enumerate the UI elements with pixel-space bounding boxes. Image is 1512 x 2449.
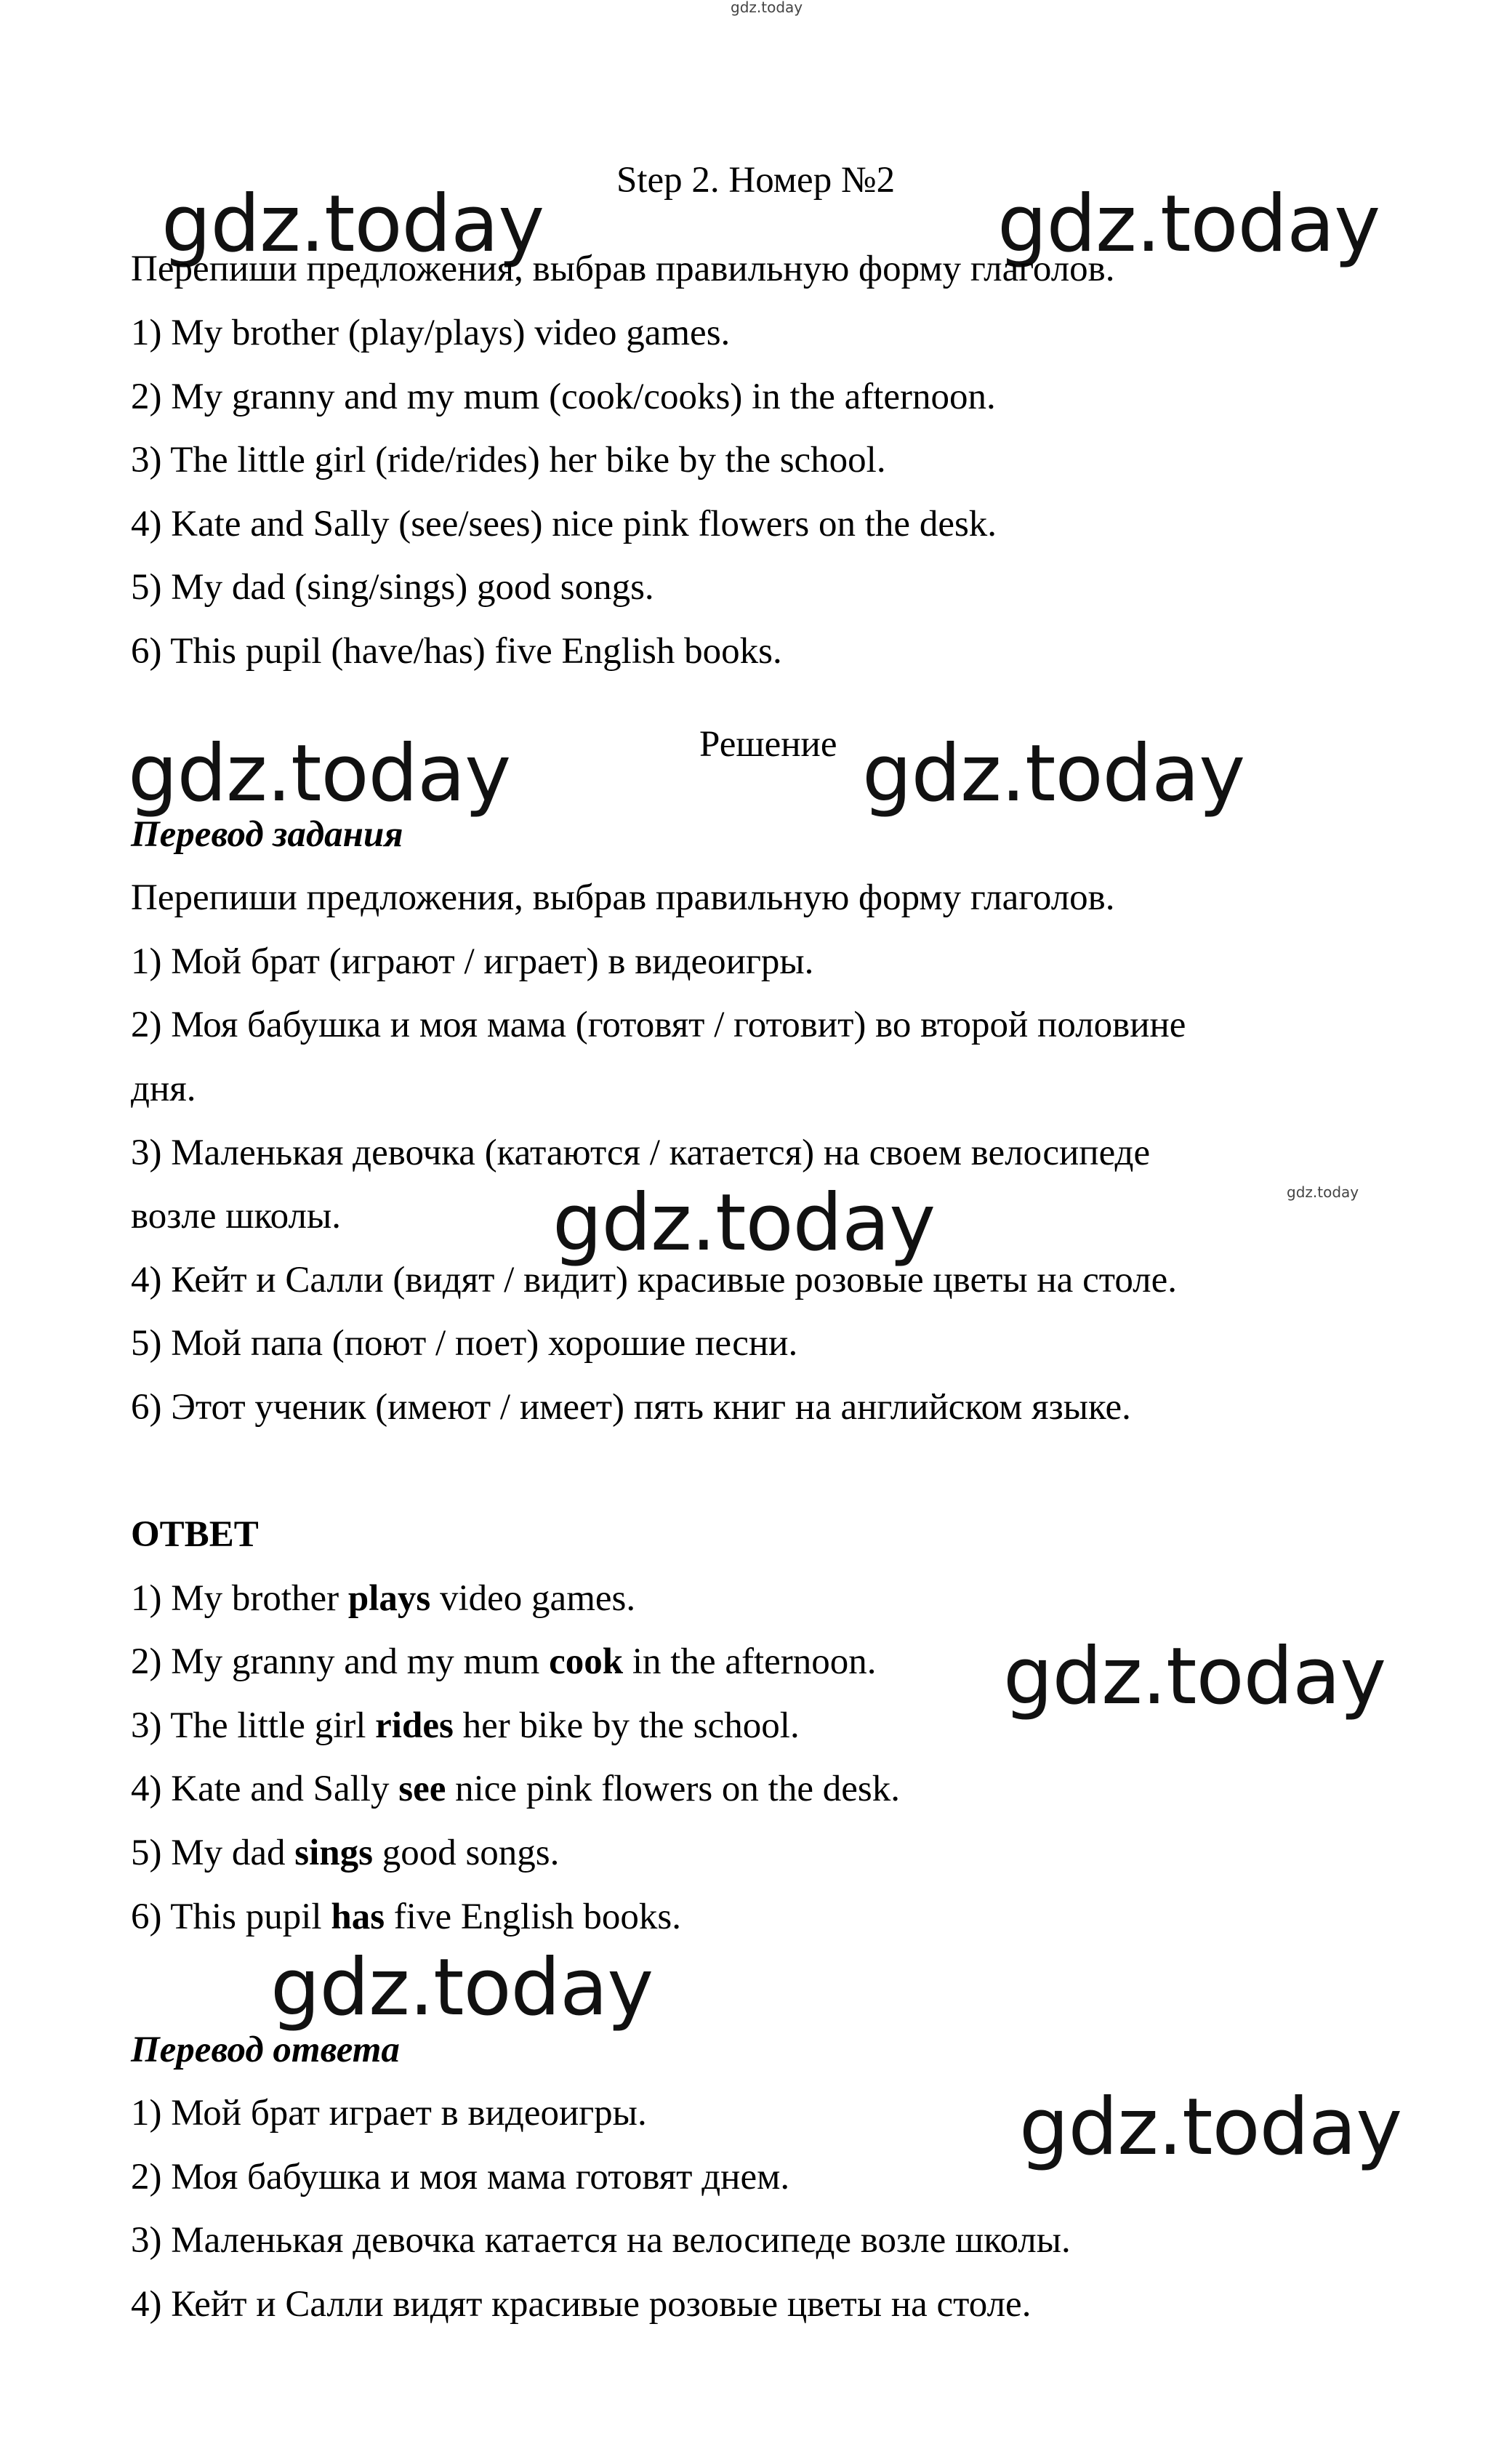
answer-item: 5) My dad sings good songs. (131, 1833, 560, 1873)
watermark: gdz.today (552, 1178, 936, 1268)
answer-item: 1) My brother plays video games. (131, 1578, 636, 1619)
page-title: Step 2. Номер №2 (616, 160, 896, 201)
answer-heading: ОТВЕТ (131, 1514, 259, 1555)
task-item: 5) My dad (sing/sings) good songs. (131, 567, 654, 608)
answer-item: 3) The little girl rides her bike by the school. (131, 1705, 800, 1746)
answer-translation-line: 1) Мой брат играет в видеоигры. (131, 2093, 647, 2134)
task-translation-line: дня. (131, 1069, 196, 1109)
watermark: gdz.today (997, 179, 1380, 270)
answer-verb: sings (294, 1833, 373, 1873)
answer-translation-line: 4) Кейт и Салли видят красивые розовые цветы на столе. (131, 2284, 1032, 2325)
answer-item: 2) My granny and my mum cook in the afternoon. (131, 1641, 877, 1682)
answer-translation-line: 3) Маленькая девочка катается на велосипеде возле школы. (131, 2220, 1071, 2261)
task-item: 1) My brother (play/plays) video games. (131, 313, 731, 353)
answer-translation-heading: Перевод ответа (131, 2030, 400, 2070)
task-instruction: Перепиши предложения, выбрав правильную форму глаголов. (131, 249, 1115, 289)
task-item: 4) Kate and Sally (see/sees) nice pink flowers on the desk. (131, 504, 997, 544)
watermark: gdz.today (862, 728, 1245, 819)
watermark-small-top: gdz.today (731, 0, 803, 16)
answer-translation-line: 2) Моя бабушка и моя мама готовят днем. (131, 2157, 790, 2197)
answer-verb: has (331, 1897, 385, 1937)
task-translation-line: 4) Кейт и Салли (видят / видит) красивые розовые цветы на столе. (131, 1260, 1177, 1300)
task-translation-line: 6) Этот ученик (имеют / имеет) пять книг на английском языке. (131, 1387, 1131, 1428)
watermark: gdz.today (128, 728, 511, 819)
task-translation-line: 3) Маленькая девочка (катаются / катается) на своем велосипеде (131, 1133, 1151, 1173)
solution-label: Решение (699, 724, 837, 765)
watermark: gdz.today (1003, 1631, 1386, 1722)
answer-verb: rides (375, 1705, 454, 1746)
watermark-small: gdz.today (1287, 1183, 1359, 1201)
answer-verb: see (398, 1769, 446, 1809)
task-translation-heading: Перевод задания (131, 814, 403, 855)
task-item: 3) The little girl (ride/rides) her bike by the school. (131, 440, 886, 480)
task-translation-line: 2) Моя бабушка и моя мама (готовят / готовит) во второй половине (131, 1005, 1186, 1045)
answer-item: 6) This pupil has five English books. (131, 1897, 682, 1937)
answer-verb: plays (347, 1578, 431, 1619)
watermark: gdz.today (161, 179, 544, 270)
task-translation-instruction: Перепиши предложения, выбрав правильную форму глаголов. (131, 877, 1115, 918)
task-translation-line: возле школы. (131, 1196, 341, 1236)
watermark: gdz.today (1019, 2082, 1402, 2173)
task-translation-line: 5) Мой папа (поют / поет) хорошие песни. (131, 1323, 798, 1364)
answer-item: 4) Kate and Sally see nice pink flowers on the desk. (131, 1769, 900, 1809)
task-translation-line: 1) Мой брат (играют / играет) в видеоигры. (131, 941, 814, 982)
watermark: gdz.today (270, 1942, 654, 2033)
task-item: 2) My granny and my mum (cook/cooks) in the afternoon. (131, 377, 996, 417)
task-item: 6) This pupil (have/has) five English books. (131, 631, 782, 672)
answer-verb: cook (549, 1641, 624, 1682)
